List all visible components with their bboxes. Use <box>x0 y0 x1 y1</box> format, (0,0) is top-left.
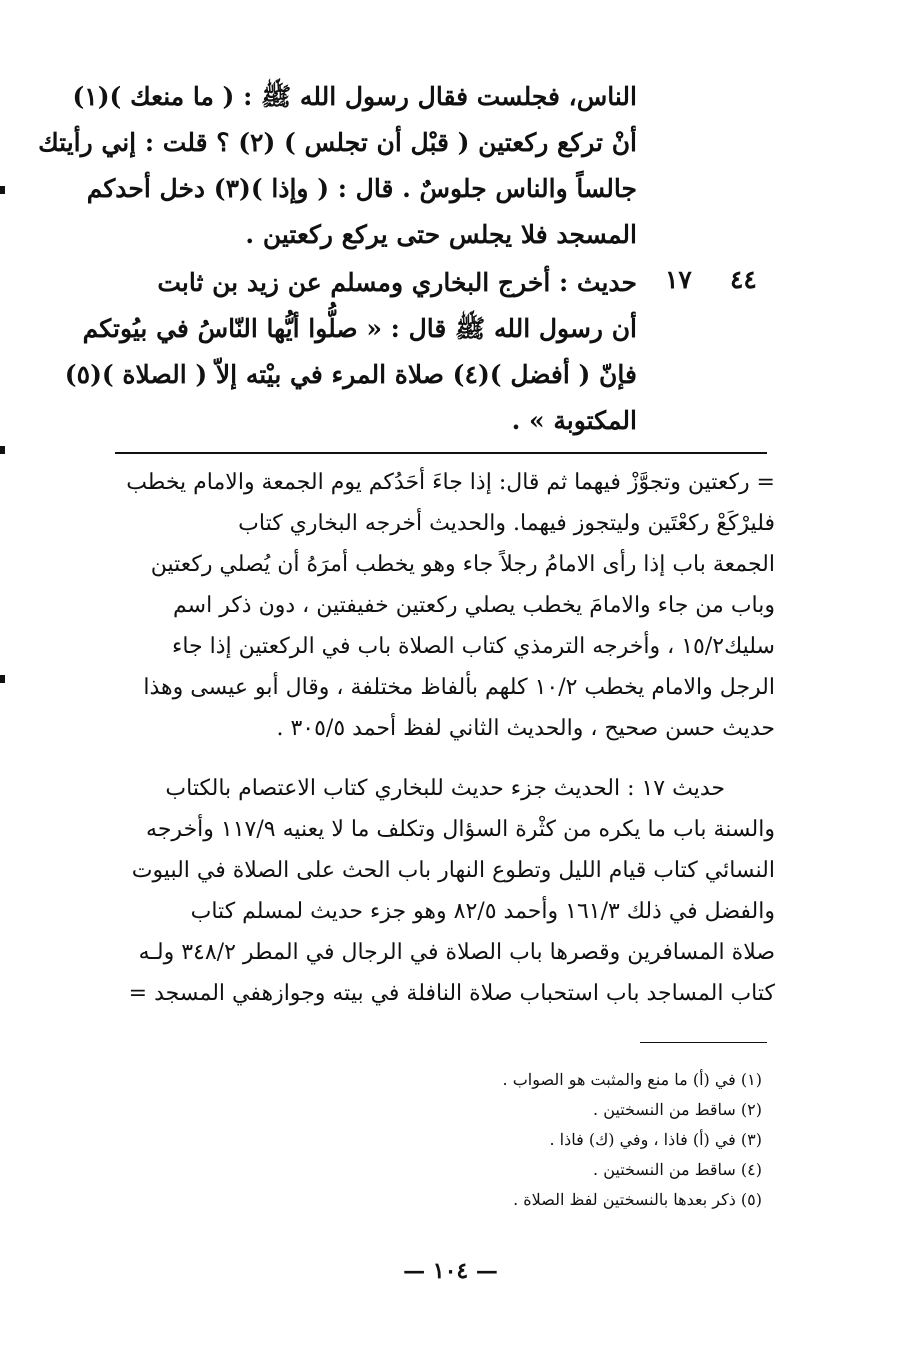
commentary-paragraph <box>115 462 775 749</box>
text-line: سليك١٥/٢ ، وأخرجه الترمذي كتاب الصلاة باب في الركعتين إذا جاء <box>171 634 775 659</box>
scan-edge-mark <box>0 446 5 454</box>
text-line: والفضل في ذلك ١٦١/٣ وأحمد ٨٢/٥ وهو جزء حديث لمسلم كتاب <box>190 899 775 924</box>
footnote: (٤) ساقط من النسختين . <box>593 1160 762 1179</box>
text-line: = ركعتين وتجوَّزْ فيهما ثم قال: إذا جاءَ أحَدُكم يوم الجمعة والامام يخطب <box>126 470 775 495</box>
hadith-text <box>64 260 637 444</box>
entry-number: ٤٤ <box>730 265 757 294</box>
text-line: المكتوبة » . <box>511 406 637 435</box>
text-line: والسنة باب ما يكره من كثْرة السؤال وتكلف ما لا يعنيه ١١٧/٩ وأخرجه <box>146 817 775 842</box>
text-line: وباب من جاء والامامَ يخطب يصلي ركعتين خفيفتين ، دون ذكر اسم <box>173 593 775 618</box>
text-line: فليرْكَعْ ركعْتَين وليتجوز فيهما. والحديث أخرجه البخاري كتاب <box>238 511 775 536</box>
footnotes <box>300 1065 762 1215</box>
text-line: حديث حسن صحيح ، والحديث الثاني لفظ أحمد ٣٠٥/٥ . <box>276 716 775 741</box>
text-line: الجمعة باب إذا رأى الامامُ رجلاً جاء وهو يخطب أمرَهُ أن يُصلي ركعتين <box>150 552 775 577</box>
footnote: (٢) ساقط من النسختين . <box>593 1100 762 1119</box>
footnote-divider <box>640 1042 767 1043</box>
text-line: كتاب المساجد باب استحباب صلاة النافلة في بيته وجوازهفي المسجد = <box>128 981 775 1006</box>
text-line: صلاة المسافرين وقصرها باب الصلاة في الرجال في المطر ٣٤٨/٢ ولـه <box>138 940 775 965</box>
text-line: أن رسول الله ﷺ قال : « صلُّوا أيُّها النّاسُ في بيُوتكم <box>82 314 637 343</box>
footnote: (١) في (أ) ما منع والمثبت هو الصواب . <box>502 1070 762 1089</box>
commentary-paragraph <box>115 768 775 1014</box>
page-number: — ١٠٤ — <box>403 1258 498 1284</box>
text-line: أنْ تركع ركعتين ( قبْل أن تجلس ) (٢) ؟ قلت : إني رأيتك <box>38 128 637 157</box>
text-line: المسجد فلا يجلس حتى يركع ركعتين . <box>245 220 637 249</box>
text-line: جالساً والناس جلوسٌ . قال : ( وإذا )(٣) دخل أحدكم <box>86 174 637 203</box>
hadith-number: ١٧ <box>665 265 692 294</box>
footnote: (٣) في (أ) فاذا ، وفي (ك) فاذا . <box>549 1130 762 1149</box>
text-line: الناس، فجلست فقال رسول الله ﷺ : ( ما منعك )(١) <box>72 82 637 111</box>
text-line: حديث : أخرج البخاري ومسلم عن زيد بن ثابت <box>157 268 637 297</box>
text-line: حديث ١٧ : الحديث جزء حديث للبخاري كتاب الاعتصام بالكتاب <box>165 776 725 801</box>
section-divider <box>115 452 767 454</box>
footnote: (٥) ذكر بعدها بالنسختين لفظ الصلاة . <box>513 1190 762 1209</box>
scan-edge-mark <box>0 186 5 194</box>
text-line: الرجل والامام يخطب ١٠/٢ كلهم بألفاظ مختلفة ، وقال أبو عيسى وهذا <box>143 675 775 700</box>
scan-edge-mark <box>0 675 5 683</box>
text-line: فإنّ ( أفضل )(٤) صلاة المرء في بيْته إلاّ ( الصلاة )(٥) <box>64 360 637 389</box>
text-line: النسائي كتاب قيام الليل وتطوع النهار باب الحث على الصلاة في البيوت <box>131 858 775 883</box>
main-text-paragraph <box>38 74 637 258</box>
